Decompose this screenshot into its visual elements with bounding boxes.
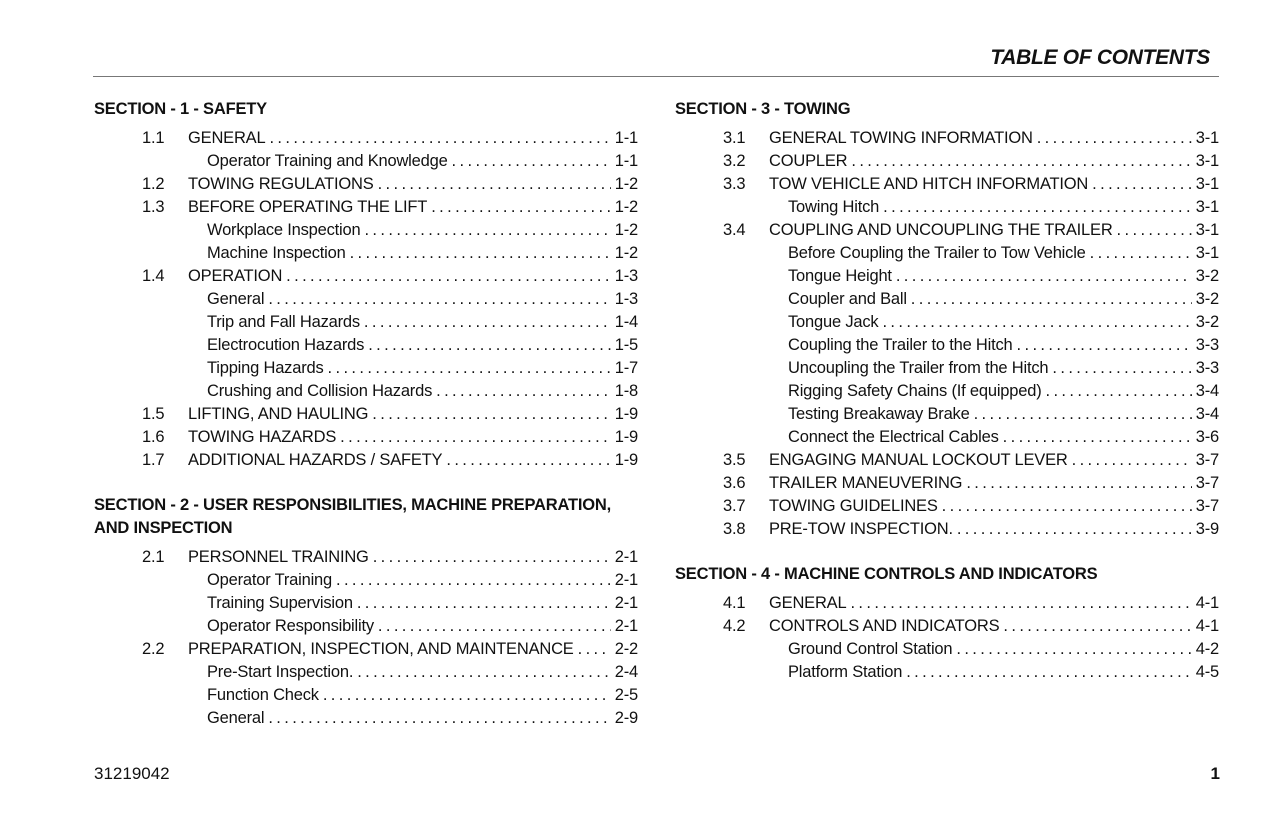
dot-leader: [851, 150, 1191, 173]
entry-title: Electrocution Hazards: [207, 336, 365, 354]
toc-entry[interactable]: [675, 495, 1219, 518]
toc-entry[interactable]: [675, 449, 1219, 472]
entry-title: TOWING GUIDELINES: [769, 497, 938, 515]
entry-title: OPERATION: [188, 267, 283, 285]
entry-number: 2.1: [142, 548, 165, 566]
toc-entry[interactable]: [94, 173, 638, 196]
entry-title: GENERAL: [188, 129, 266, 147]
toc-entry[interactable]: [675, 472, 1219, 495]
entry-title: General: [207, 290, 265, 308]
entry-page: 1-9: [614, 405, 638, 423]
entry-page: 1-1: [614, 129, 638, 147]
entry-page: 1-1: [614, 152, 638, 170]
toc-subentry[interactable]: [94, 661, 638, 684]
toc-section: [675, 563, 1219, 684]
toc-subentry[interactable]: [675, 288, 1219, 311]
dot-leader: [286, 265, 611, 288]
entry-page: 3-2: [1195, 313, 1219, 331]
dot-leader: [431, 196, 611, 219]
entry-page: 1-7: [614, 359, 638, 377]
entry-title: Operator Training and Knowledge: [207, 152, 448, 170]
entry-title: Operator Training: [207, 571, 332, 589]
entry-number: 1.6: [142, 428, 165, 446]
entry-page: 3-4: [1195, 382, 1219, 400]
entry-title: Operator Responsibility: [207, 617, 374, 635]
entry-title: Ground Control Station: [788, 640, 953, 658]
entry-title: Trip and Fall Hazards: [207, 313, 360, 331]
entry-number: 4.2: [723, 617, 746, 635]
entry-title: PREPARATION, INSPECTION, AND MAINTENANCE: [188, 640, 574, 658]
toc-entry[interactable]: [675, 615, 1219, 638]
entry-page: 3-2: [1195, 290, 1219, 308]
toc-subentry[interactable]: [675, 242, 1219, 265]
entry-number: 1.2: [142, 175, 165, 193]
dot-leader: [452, 150, 611, 173]
dot-leader: [340, 426, 611, 449]
entry-page: 1-3: [614, 290, 638, 308]
dot-leader: [446, 449, 610, 472]
dot-leader: [436, 380, 611, 403]
entry-page: 3-3: [1195, 336, 1219, 354]
page-number: 1: [1210, 764, 1220, 783]
toc-subentry[interactable]: [675, 311, 1219, 334]
toc-entry[interactable]: [94, 265, 638, 288]
entry-number: 3.2: [723, 152, 746, 170]
dot-leader: [956, 638, 1191, 661]
toc-subentry[interactable]: [94, 334, 638, 357]
entry-number: 2.2: [142, 640, 165, 658]
entry-title: Tongue Jack: [788, 313, 879, 331]
entry-page: 3-2: [1195, 267, 1219, 285]
toc-entry[interactable]: [94, 426, 638, 449]
toc-entry[interactable]: [94, 196, 638, 219]
dot-leader: [578, 638, 611, 661]
dot-leader: [328, 357, 611, 380]
dot-leader: [268, 707, 610, 730]
entry-title: Function Check: [207, 686, 319, 704]
entry-title: ENGAGING MANUAL LOCKOUT LEVER: [769, 451, 1068, 469]
toc-subentry[interactable]: [675, 638, 1219, 661]
dot-leader: [1072, 449, 1192, 472]
entry-page: 4-1: [1195, 617, 1219, 635]
toc-subentry[interactable]: [94, 357, 638, 380]
entry-title: Testing Breakaway Brake: [788, 405, 970, 423]
toc-subentry[interactable]: [675, 357, 1219, 380]
dot-leader: [957, 518, 1192, 541]
dot-leader: [1017, 334, 1192, 357]
document-number: 31219042: [94, 764, 170, 783]
toc-section: [94, 494, 638, 730]
dot-leader: [974, 403, 1192, 426]
entry-page: 3-1: [1195, 175, 1219, 193]
entry-title: GENERAL TOWING INFORMATION: [769, 129, 1033, 147]
entry-page: 2-9: [614, 709, 638, 727]
entry-title: Uncoupling the Trailer from the Hitch: [788, 359, 1049, 377]
entry-page: 1-2: [614, 175, 638, 193]
toc-subentry[interactable]: [675, 334, 1219, 357]
entry-page: 1-2: [614, 198, 638, 216]
toc-entry[interactable]: [675, 127, 1219, 150]
toc-subentry[interactable]: [94, 150, 638, 173]
entry-title: TOWING REGULATIONS: [188, 175, 374, 193]
dot-leader: [1117, 219, 1192, 242]
dot-leader: [1052, 357, 1191, 380]
entry-page: 3-1: [1195, 244, 1219, 262]
entry-page: 1-2: [614, 244, 638, 262]
entry-page: 4-5: [1195, 663, 1219, 681]
entry-number: 3.5: [723, 451, 746, 469]
entry-page: 3-1: [1195, 152, 1219, 170]
dot-leader: [269, 127, 610, 150]
toc-entry[interactable]: [675, 592, 1219, 615]
dot-leader: [364, 219, 610, 242]
entry-page: 3-6: [1195, 428, 1219, 446]
entry-title: Training Supervision: [207, 594, 353, 612]
entry-page: 3-9: [1195, 520, 1219, 538]
toc-subentry[interactable]: [94, 288, 638, 311]
entry-page: 1-3: [614, 267, 638, 285]
dot-leader: [966, 472, 1191, 495]
entry-title: PRE-TOW INSPECTION.: [769, 520, 953, 538]
dot-leader: [906, 661, 1192, 684]
entry-page: 2-4: [614, 663, 638, 681]
toc-subentry[interactable]: [675, 403, 1219, 426]
header-rule: [93, 76, 1219, 77]
entry-page: 2-1: [614, 571, 638, 589]
dot-leader: [357, 661, 611, 684]
entry-title: TOWING HAZARDS: [188, 428, 337, 446]
dot-leader: [942, 495, 1192, 518]
entry-page: 2-1: [614, 617, 638, 635]
toc-entry[interactable]: [94, 546, 638, 569]
toc-subentry[interactable]: [94, 592, 638, 615]
toc-subentry[interactable]: [675, 380, 1219, 403]
entry-number: 3.1: [723, 129, 746, 147]
toc-subentry[interactable]: [94, 707, 638, 730]
entry-title: COUPLING AND UNCOUPLING THE TRAILER: [769, 221, 1113, 239]
entry-title: BEFORE OPERATING THE LIFT: [188, 198, 428, 216]
entry-title: LIFTING, AND HAULING: [188, 405, 369, 423]
entry-page: 3-7: [1195, 497, 1219, 515]
dot-leader: [1003, 426, 1192, 449]
dot-leader: [368, 334, 611, 357]
entry-title: GENERAL: [769, 594, 847, 612]
toc-subentry[interactable]: [94, 684, 638, 707]
entry-title: Rigging Safety Chains (If equipped): [788, 382, 1042, 400]
dot-leader: [1003, 615, 1191, 638]
toc-entry[interactable]: [94, 403, 638, 426]
section-title: SECTION - 1 - SAFETY: [94, 100, 267, 118]
toc-entry[interactable]: [94, 127, 638, 150]
entry-title: PERSONNEL TRAINING: [188, 548, 369, 566]
dot-leader: [1092, 173, 1192, 196]
entry-number: 3.4: [723, 221, 746, 239]
entry-title: Coupler and Ball: [788, 290, 907, 308]
entry-title: Tipping Hazards: [207, 359, 324, 377]
toc-entry[interactable]: [675, 518, 1219, 541]
entry-page: 4-2: [1195, 640, 1219, 658]
entry-number: 3.3: [723, 175, 746, 193]
entry-number: 1.3: [142, 198, 165, 216]
toc-subentry[interactable]: [94, 219, 638, 242]
entry-number: 3.8: [723, 520, 746, 538]
dot-leader: [883, 196, 1192, 219]
entry-title: Tongue Height: [788, 267, 892, 285]
section-title: SECTION - 2 - USER RESPONSIBILITIES, MACHINE PREPARATION, AND INSPECTION: [94, 496, 611, 537]
entry-page: 3-4: [1195, 405, 1219, 423]
dot-leader: [357, 592, 611, 615]
entry-title: TRAILER MANEUVERING: [769, 474, 963, 492]
entry-title: Towing Hitch: [788, 198, 880, 216]
entry-title: Machine Inspection: [207, 244, 346, 262]
entry-page: 3-1: [1195, 221, 1219, 239]
toc-column-right: [675, 98, 1219, 706]
entry-page: 1-2: [614, 221, 638, 239]
entry-page: 2-1: [614, 594, 638, 612]
toc-entry[interactable]: [675, 219, 1219, 242]
dot-leader: [1090, 242, 1192, 265]
toc-subentry[interactable]: [675, 661, 1219, 684]
page-title: TABLE OF CONTENTS: [990, 46, 1210, 69]
dot-leader: [364, 311, 611, 334]
entry-title: Platform Station: [788, 663, 903, 681]
entry-page: 2-1: [614, 548, 638, 566]
entry-title: Pre-Start Inspection.: [207, 663, 354, 681]
toc-entry[interactable]: [675, 150, 1219, 173]
section-title: SECTION - 3 - TOWING: [675, 100, 851, 118]
entry-page: 1-9: [614, 451, 638, 469]
toc-subentry[interactable]: [94, 569, 638, 592]
toc-subentry[interactable]: [675, 265, 1219, 288]
dot-leader: [378, 173, 611, 196]
entry-page: 2-2: [614, 640, 638, 658]
entry-number: 3.6: [723, 474, 746, 492]
dot-leader: [896, 265, 1192, 288]
entry-title: General: [207, 709, 265, 727]
entry-page: 2-5: [614, 686, 638, 704]
dot-leader: [1046, 380, 1192, 403]
entry-page: 1-4: [614, 313, 638, 331]
entry-title: CONTROLS AND INDICATORS: [769, 617, 1000, 635]
entry-number: 1.7: [142, 451, 165, 469]
toc-entry[interactable]: [675, 173, 1219, 196]
entry-title: Crushing and Collision Hazards: [207, 382, 433, 400]
entry-page: 1-9: [614, 428, 638, 446]
toc-subentry[interactable]: [675, 196, 1219, 219]
toc-subentry[interactable]: [94, 311, 638, 334]
toc-subentry[interactable]: [94, 380, 638, 403]
entry-title: ADDITIONAL HAZARDS / SAFETY: [188, 451, 443, 469]
entry-number: 1.4: [142, 267, 165, 285]
toc-subentry[interactable]: [675, 426, 1219, 449]
entry-title: Workplace Inspection: [207, 221, 361, 239]
entry-title: Before Coupling the Trailer to Tow Vehicle: [788, 244, 1086, 262]
dot-leader: [882, 311, 1191, 334]
toc-subentry[interactable]: [94, 615, 638, 638]
entry-title: TOW VEHICLE AND HITCH INFORMATION: [769, 175, 1089, 193]
dot-leader: [850, 592, 1191, 615]
entry-number: 1.1: [142, 129, 165, 147]
dot-leader: [378, 615, 611, 638]
toc-section: [94, 98, 638, 472]
entry-number: 4.1: [723, 594, 746, 612]
entry-page: 3-7: [1195, 474, 1219, 492]
entry-page: 3-3: [1195, 359, 1219, 377]
entry-title: COUPLER: [769, 152, 848, 170]
dot-leader: [372, 403, 610, 426]
dot-leader: [336, 569, 611, 592]
toc-entry[interactable]: [94, 638, 638, 661]
toc-section: [675, 98, 1219, 541]
entry-page: 3-1: [1195, 198, 1219, 216]
dot-leader: [323, 684, 611, 707]
dot-leader: [911, 288, 1192, 311]
toc-entry[interactable]: [94, 449, 638, 472]
dot-leader: [1037, 127, 1192, 150]
entry-page: 3-7: [1195, 451, 1219, 469]
entry-number: 1.5: [142, 405, 165, 423]
dot-leader: [268, 288, 610, 311]
entry-page: 4-1: [1195, 594, 1219, 612]
entry-number: 3.7: [723, 497, 746, 515]
entry-page: 1-5: [614, 336, 638, 354]
section-title: SECTION - 4 - MACHINE CONTROLS AND INDICATORS: [675, 565, 1098, 583]
toc-column-left: [94, 98, 638, 752]
dot-leader: [350, 242, 611, 265]
entry-title: Connect the Electrical Cables: [788, 428, 999, 446]
entry-page: 1-8: [614, 382, 638, 400]
toc-subentry[interactable]: [94, 242, 638, 265]
entry-title: Coupling the Trailer to the Hitch: [788, 336, 1013, 354]
dot-leader: [373, 546, 611, 569]
entry-page: 3-1: [1195, 129, 1219, 147]
